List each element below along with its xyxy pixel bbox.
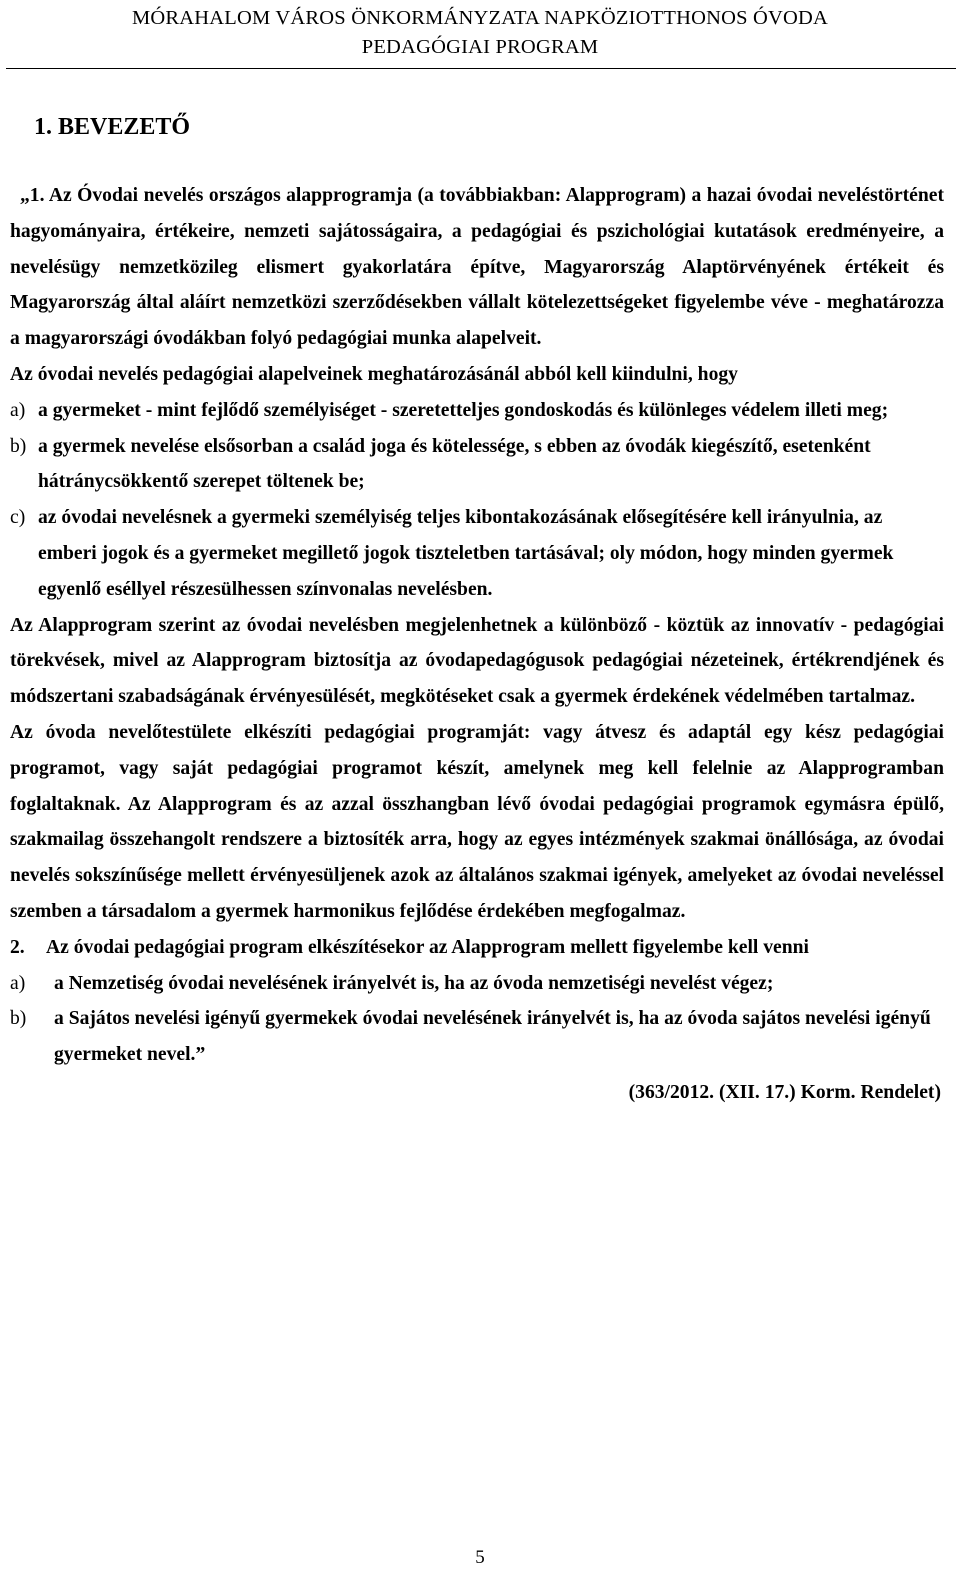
numbered-item — [10, 930, 944, 966]
list-item-text: az óvodai nevelésnek a gyermeki személyiség teljes kibontakozásának elősegítésére kell irányulnia, az emberi jogok és a gyermeket megillető jogok tiszteletben tartásával; oly módon, hogy minden gyermek egyenlő eséllyel részesülhessen színvonalas nevelésben. — [38, 507, 894, 600]
list-marker: c) — [10, 507, 26, 529]
header-divider — [6, 68, 956, 69]
list-marker: b) — [10, 1008, 27, 1030]
list-item-text: a Sajátos nevelési igényű gyermekek óvodai nevelésének irányelvét is, ha az óvoda sajátos nevelési igényű gyermeket nevel.” — [54, 1008, 931, 1066]
numbered-marker: 2. — [10, 936, 25, 958]
paragraph-alapprogram: Az Alapprogram szerint az óvodai nevelésben megjelenhetnek a különböző - köztük az innovatív - pedagógiai törekvések, mivel az Alapprogram biztosítja az óvodapedagógusok pedagógiai nézeteinek, értékrendjének és módszertani szabadságának érvényesülését, megkötéseket csak a gyermek érdekének védelmében tartalmaz. — [10, 614, 944, 708]
header-document-title: PEDAGÓGIAI PROGRAM — [361, 36, 599, 58]
paragraph-intro: „1. Az Óvodai nevelés országos alapprogramja (a továbbiakban: Alapprogram) a hazai óvodai neveléstörténet hagyományaira, értékeire, nemzeti sajátosságaira, a pedagógiai és pszichológiai kutatások eredményeire, a nevelésügy nemzetközileg elismert gyakorlatára építve, Magyarország Alaptörvényének értékeit és Magyarország által aláírt nemzetközi szerződésekben vállalt kötelezettségeket figyelembe véve - meghatározza a magyarországi óvodákban folyó pedagógiai munka alapelveit. — [10, 185, 944, 350]
list-item-text: a Nemzetiség óvodai nevelésének irányelvét is, ha az óvoda nemzetiségi nevelést végez; — [54, 972, 774, 994]
paragraph-principles: Az óvodai nevelés pedagógiai alapelveinek meghatározásánál abból kell kiindulni, hogy — [10, 363, 738, 385]
header-institution: MÓRAHALOM VÁROS ÖNKORMÁNYZATA NAPKÖZIOTTHONOS ÓVODA — [131, 7, 829, 29]
list-item-text: a gyermek nevelése elsősorban a család joga és kötelessége, s ebben az óvodák kiegészítő, esetenként hátránycsökkentő szerepet töltenek be; — [38, 435, 871, 493]
list-marker: a) — [10, 972, 26, 994]
list-marker: b) — [10, 435, 27, 457]
legal-citation: (363/2012. (XII. 17.) Korm. Rendelet) — [628, 1081, 941, 1103]
list-item — [10, 393, 944, 429]
page-number: 5 — [475, 1547, 485, 1568]
list-item-text: a gyermeket - mint fejlődő személyiséget - szeretetteljes gondoskodás és különleges védelem illeti meg; — [38, 399, 889, 421]
paragraph-nevelotestulet: Az óvoda nevelőtestülete elkészíti pedagógiai programját: vagy átvesz és adaptál egy kész pedagógiai programot, vagy saját pedagógiai programot készít, amelynek meg kell felelnie az Alapprogramban foglaltaknak. Az Alapprogram és az azzal összhangban lévő óvodai pedagógiai programok egymásra épülő, szakmailag összehangolt rendszere a biztosíték arra, hogy az egyes intézmények szakmai önállósága, az óvodai nevelés sokszínűsége mellett érvényesüljenek azok az általános szakmai igények, amelyeket az óvodai neveléssel szemben a társadalom a gyermek harmonikus fejlődése érdekében megfogalmaz. — [10, 721, 944, 922]
section-title: 1. BEVEZETŐ — [34, 114, 191, 140]
numbered-item-text: Az óvodai pedagógiai program elkészítésekor az Alapprogram mellett figyelembe kell venni — [46, 936, 809, 958]
list-item — [10, 1001, 944, 1073]
main-content — [10, 178, 944, 1111]
list-item — [10, 500, 944, 607]
list-item — [10, 429, 944, 501]
list-item — [10, 966, 944, 1002]
list-marker: a) — [10, 399, 26, 421]
